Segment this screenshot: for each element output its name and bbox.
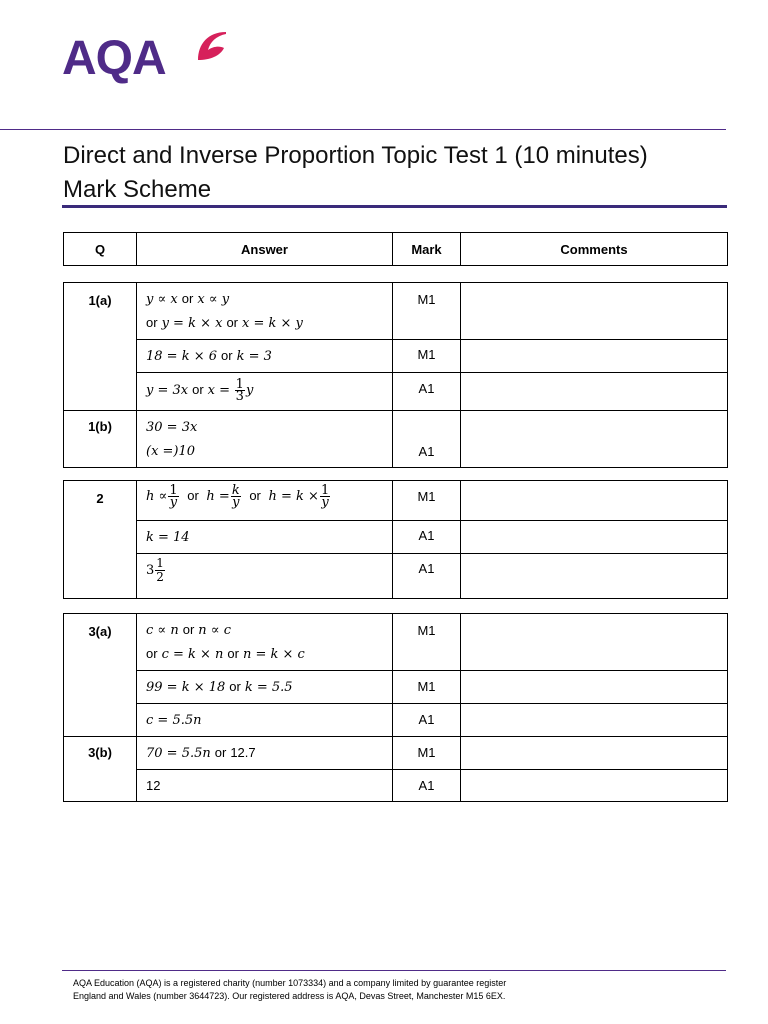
comments-cell (461, 283, 728, 340)
mark-cell: A1 (393, 554, 461, 599)
mark-cell: M1 (393, 737, 461, 770)
mark-cell: A1 (393, 521, 461, 554)
header-row (64, 233, 728, 266)
mark-cell: M1 (393, 283, 461, 340)
answer-cell: y = 3x or x = $\frac{1}{3}$ y (137, 373, 393, 411)
question-2-table (63, 480, 728, 599)
table-row (64, 671, 728, 704)
mark-cell: M1 (393, 340, 461, 373)
logo-leaf-icon (194, 30, 228, 62)
answer-cell: y ∝ x or x ∝ y or y = k × x or x = k × y (137, 283, 393, 340)
table-row (64, 481, 728, 521)
footer-line-1: AQA Education (AQA) is a registered charity (number 1073334) and a company limited by guarantee register (73, 978, 507, 988)
mark-cell: A1 (393, 704, 461, 737)
title-line-1: Direct and Inverse Proportion Topic Test 1 (10 minutes) (63, 142, 648, 169)
comments-cell (461, 521, 728, 554)
table-row (64, 614, 728, 671)
table-row (64, 411, 728, 468)
answer-cell: 12 (137, 770, 393, 802)
answer-cell: 99 = k × 18 or k = 5.5 (137, 671, 393, 704)
comments-cell (461, 340, 728, 373)
comments-cell (461, 737, 728, 770)
header-mark: Mark (393, 233, 461, 266)
header-table (63, 232, 728, 266)
question-number: 1(a) (64, 283, 137, 411)
title-rule (62, 205, 727, 208)
mark-cell: A1 (393, 411, 461, 468)
comments-cell (461, 481, 728, 521)
table-row (64, 770, 728, 802)
mark-cell: A1 (393, 373, 461, 411)
table-row (64, 373, 728, 411)
table-row (64, 521, 728, 554)
answer-cell: c = 5.5n (137, 704, 393, 737)
mark-cell: M1 (393, 614, 461, 671)
comments-cell (461, 770, 728, 802)
mark-cell: M1 (393, 481, 461, 521)
footer (73, 977, 553, 1003)
table-row (64, 554, 728, 599)
answer-cell: 70 = 5.5n or 12.7 (137, 737, 393, 770)
comments-cell (461, 704, 728, 737)
header-answer: Answer (137, 233, 393, 266)
answer-cell: h ∝ $\frac{1}{y}$ or h = $\frac{k}{y}$ or h = k × $\frac{1}{y}$ (137, 481, 393, 521)
mark-cell: A1 (393, 770, 461, 802)
footer-rule (62, 970, 726, 971)
table-row (64, 283, 728, 340)
comments-cell (461, 554, 728, 599)
question-1-table (63, 282, 728, 468)
mark-cell: M1 (393, 671, 461, 704)
answer-cell: 18 = k × 6 or k = 3 (137, 340, 393, 373)
table-row (64, 704, 728, 737)
question-number: 1(b) (64, 411, 137, 468)
comments-cell (461, 411, 728, 468)
comments-cell (461, 373, 728, 411)
table-row (64, 737, 728, 770)
question-3-table (63, 613, 728, 802)
header-rule (0, 129, 726, 130)
header-q: Q (64, 233, 137, 266)
question-number: 2 (64, 481, 137, 599)
answer-cell: k = 14 (137, 521, 393, 554)
title-line-2: Mark Scheme (63, 176, 212, 203)
question-number: 3(a) (64, 614, 137, 737)
answer-cell: 30 = 3x (x =)10 (137, 411, 393, 468)
comments-cell (461, 671, 728, 704)
comments-cell (461, 614, 728, 671)
logo-text: AQA (62, 32, 166, 85)
footer-line-2: England and Wales (number 3644723). Our registered address is AQA, Devas Street, Manchester M15 6EX. (73, 991, 506, 1001)
table-row (64, 340, 728, 373)
answer-cell: c ∝ n or n ∝ c or c = k × n or n = k × c (137, 614, 393, 671)
header-comments: Comments (461, 233, 728, 266)
answer-cell: 3 $\frac{1}{2}$ (137, 554, 393, 599)
question-number: 3(b) (64, 737, 137, 802)
document-title (63, 139, 648, 207)
